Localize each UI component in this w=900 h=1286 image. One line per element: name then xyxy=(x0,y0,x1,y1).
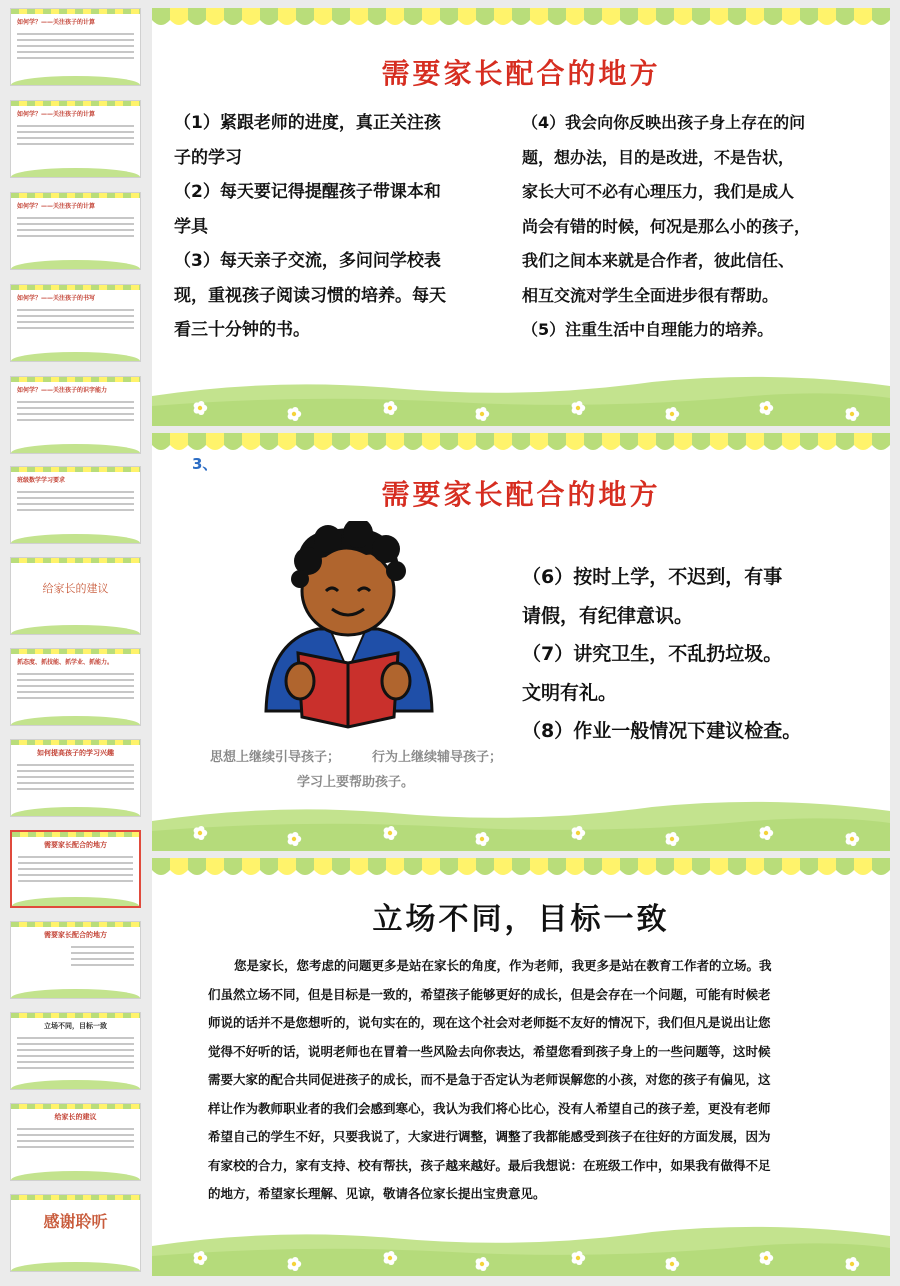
caption-guide-behavior: 行为上继续辅导孩子； xyxy=(372,750,503,765)
slide-thumbnail-panel xyxy=(0,0,148,1286)
slide-thumbnail-6[interactable]: 班级数学学习要求 xyxy=(10,466,141,544)
caption-help-study: 学习上要帮助孩子。 xyxy=(297,775,415,790)
slide-thumbnail-12[interactable]: 立场不同，目标一致 xyxy=(10,1012,141,1090)
slide-thumbnail-8[interactable]: 抓态度、抓技能、抓学业、抓能力。 xyxy=(10,648,141,726)
slide-2 xyxy=(152,433,890,851)
slide-title: 需要家长配合的地方 xyxy=(381,478,661,511)
slide-thumbnail-7[interactable]: 给家长的建议 xyxy=(10,557,141,635)
slide-number-label: 3、 xyxy=(192,455,218,473)
slide-thumbnail-4[interactable]: 如何学？——关注孩子的书写 xyxy=(10,284,141,362)
decorative-strip xyxy=(152,858,890,878)
slide-thumbnail-2[interactable]: 如何学？——关注孩子的计算 xyxy=(10,100,141,178)
slide-title: 需要家长配合的地方 xyxy=(381,57,661,90)
boy-reading-illustration xyxy=(248,521,448,731)
grass-decoration xyxy=(152,791,890,851)
slide-thumbnail-3[interactable]: 如何学？——关注孩子的计算 xyxy=(10,192,141,270)
slide-3 xyxy=(152,858,890,1276)
slide-thumbnail-1[interactable]: 如何学？——关注孩子的计算 xyxy=(10,8,141,86)
left-column-text: （1）紧跟老师的进度，真正关注孩 子的学习 （2）每天要记得提醒孩子带课本和 学具 （3）每天亲子交流，多问问学校表 现，重视孩子阅读习惯的培养。每天 看三十分钟的书。 xyxy=(174,113,446,340)
requirements-text: （6）按时上学，不迟到，有事 请假，有纪律意识。 （7）讲究卫生，不乱扔垃圾。 文明有礼。 （8）作业一般情况下建议检查。 xyxy=(522,566,802,742)
decorative-strip xyxy=(152,433,890,453)
caption-guide-thinking: 思想上继续引导孩子； xyxy=(210,750,341,765)
slide-thumbnail-14[interactable]: 感谢聆听 xyxy=(10,1194,141,1272)
slide-thumbnail-10[interactable]: 需要家长配合的地方 xyxy=(10,830,141,908)
grass-decoration xyxy=(152,1216,890,1276)
grass-decoration xyxy=(152,366,890,426)
slide-thumbnail-5[interactable]: 如何学？——关注孩子的识字能力 xyxy=(10,376,141,454)
slide-1 xyxy=(152,8,890,426)
slide-thumbnail-9[interactable]: 如何提高孩子的学习兴趣 xyxy=(10,739,141,817)
slide-thumbnail-13[interactable]: 给家长的建议 xyxy=(10,1103,141,1181)
slide-thumbnail-11[interactable]: 需要家长配合的地方 xyxy=(10,921,141,999)
right-column-text: （4）我会向你反映出孩子身上存在的问 题，想办法，目的是改进，不是告状， 家长大可不必有心理压力，我们是成人 尚会有错的时候，何况是那么小的孩子， 我们之间本来就是合作者，彼此信任、 相互交流对学生全面进步很有帮助。 （5）注重生活中自理能力的培养。 xyxy=(522,113,811,339)
body-paragraph: 您是家长，您考虑的问题更多是站在家长的角度，作为老师，我更多是站在教育工作者的立场。我 们虽然立场不同，但是目标是一致的，希望孩子能够更好的成长，但是会存在一个问题，可能有时候老 师说的话并不是您想听的，说句实在的，现在这个社会对老师挺不友好的情况下，我们但凡是说出让您 觉得不好听的话，说明老师也在冒着一些风险去向你表达，希望您看到孩子身上的一些问题等，这时候 需要大家的配合共同促进孩子的成长，而不是急于否定认为老师误解您的小孩，对您的孩子有偏见，这 样让作为教师职业者的我们会感到寒心，我认为我们将心比心，没有人希望自己的孩子差，更没有老师 希望自己的学生不好，只要我说了，大家进行调整，调整了我都能感受到孩子在往好的方面发展，因为 有家校的合力，家有支持、校有帮扶，孩子越来越好。最后我想说：在班级工作中，如果我有做得不足 的地方，希望家长理解、见谅，敬请各位家长提出宝贵意见。 xyxy=(208,958,772,1201)
decorative-strip xyxy=(152,8,890,28)
slide-title: 立场不同，目标一致 xyxy=(372,902,670,937)
